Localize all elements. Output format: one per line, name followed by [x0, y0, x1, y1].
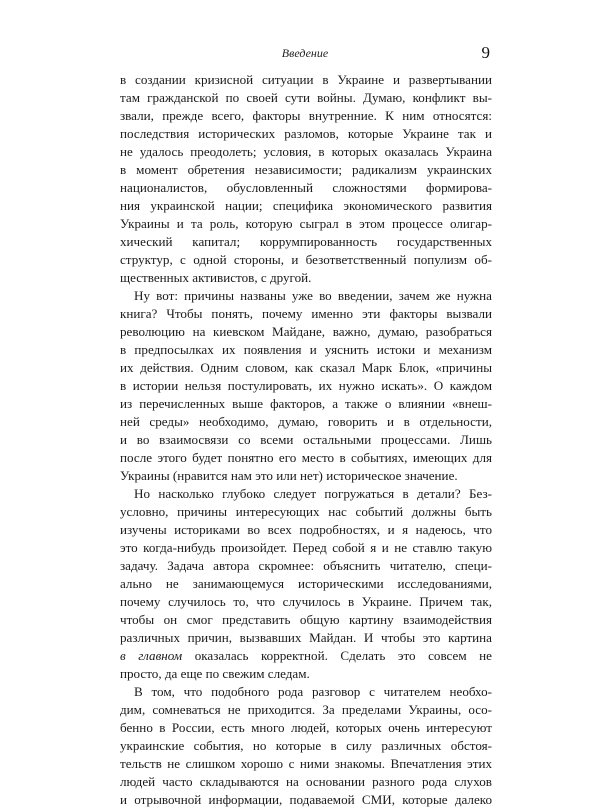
- text-line: Украины и та роль, которую сыграл в этом процессе олигар-: [120, 216, 492, 231]
- text-line: в истории нельзя постулировать, их нужно искать». О каждом: [120, 378, 492, 393]
- text-line: после этого будет понятно его место в событиях, имеющих для: [120, 450, 492, 465]
- text-line: тельств не слишком хорошо с ними знакомы. Впечатления этих: [120, 756, 492, 771]
- text-line: хический капитал; коррумпированность государственных: [120, 234, 492, 249]
- text-line: последствия исторических разломов, которые Украине так и: [120, 126, 492, 141]
- paragraph-4: [120, 683, 492, 809]
- text-line: революцию на киевском Майдане, важно, думаю, разобраться: [120, 324, 492, 339]
- text-line: в создании кризисной ситуации в Украине и развертывании: [120, 72, 492, 87]
- body-text: [120, 71, 492, 809]
- text-line: и отрывочной информации, подаваемой СМИ, которые далеко: [120, 792, 492, 807]
- text-line: дим, сомневаться не приходится. За пределами Украины, осо-: [120, 702, 492, 717]
- text-line: их действия. Одним словом, как сказал Марк Блок, «причины: [120, 360, 492, 375]
- paragraph-1: [120, 71, 492, 287]
- text-line: и во взаимосвязи со всеми остальными процессами. Лишь: [120, 432, 492, 447]
- text-line: В том, что подобного рода разговор с читателем необхо-: [134, 684, 492, 699]
- text-line: задачу. Задача автора скромнее: объяснить читателю, специ-: [120, 558, 492, 573]
- text-line: не удалось преодолеть; условия, в которых оказалась Украина: [120, 144, 492, 159]
- text-line: звали, прежде всего, факторы внутренние. К ним относятся:: [120, 108, 492, 123]
- text-line: различных причин, вызвавших Майдан. И чтобы это картина: [120, 630, 492, 645]
- text-line: националистов, обусловленный сложностями формирова-: [120, 180, 492, 195]
- text-line: людей часто складываются на основании разного рода слухов: [120, 774, 492, 789]
- text-line: Украины (нравится нам это или нет) историческое значение.: [120, 468, 458, 483]
- text-line: условно, причины интересующих нас событий должны быть: [120, 504, 492, 519]
- text-line: просто, да еще по свежим следам.: [120, 666, 310, 681]
- running-header: [120, 43, 490, 63]
- text-line: книга? Чтобы понять, почему именно эти факторы вызвали: [120, 306, 492, 321]
- text-line: Ну вот: причины названы уже во введении, зачем же нужна: [134, 288, 492, 303]
- text-line: ально не занимающемуся историческими исследованиями,: [120, 576, 492, 591]
- emphasis-text: в главном: [120, 648, 183, 663]
- text-line: из перечисленных выше факторов, а также о влиянии «внеш-: [120, 396, 492, 411]
- text-line: в момент обретения независимости; радикализм украинских: [120, 162, 492, 177]
- paragraph-2: [120, 287, 492, 485]
- text-line: украинские события, но которые в силу различных обстоя-: [120, 738, 492, 753]
- section-title: Введение: [281, 46, 329, 60]
- paragraph-3: [120, 485, 492, 683]
- text-line-with-emphasis: [120, 647, 492, 665]
- text-line-rest: оказалась корректной. Сделать это совсем не: [182, 648, 492, 663]
- text-line: изучены историками во всех подробностях, и я надеюсь, что: [120, 522, 492, 537]
- text-line: это когда-нибудь произойдет. Перед собой я и не ставлю такую: [120, 540, 492, 555]
- text-line: чтобы он смог представить общую картину взаимодействия: [120, 612, 492, 627]
- page-number: 9: [481, 43, 490, 62]
- text-line: ния украинской нации; специфика экономического развития: [120, 198, 492, 213]
- text-line: там гражданской по своей сути войны. Думаю, конфликт вы-: [120, 90, 492, 105]
- text-line: структур, с одной стороны, и безответственный популизм об-: [120, 252, 492, 267]
- text-line: ней среды» необходимо, думаю, говорить и в отдельности,: [120, 414, 492, 429]
- text-line: щественных активистов, с другой.: [120, 270, 312, 285]
- text-line: Но насколько глубоко следует погружаться в детали? Без-: [134, 486, 492, 501]
- text-line: почему случилось то, что случилось в Украине. Причем так,: [120, 594, 492, 609]
- text-line: в предпосылках их появления и уяснить истоки и механизм: [120, 342, 492, 357]
- text-line: бенно в России, есть много людей, которых очень интересуют: [120, 720, 492, 735]
